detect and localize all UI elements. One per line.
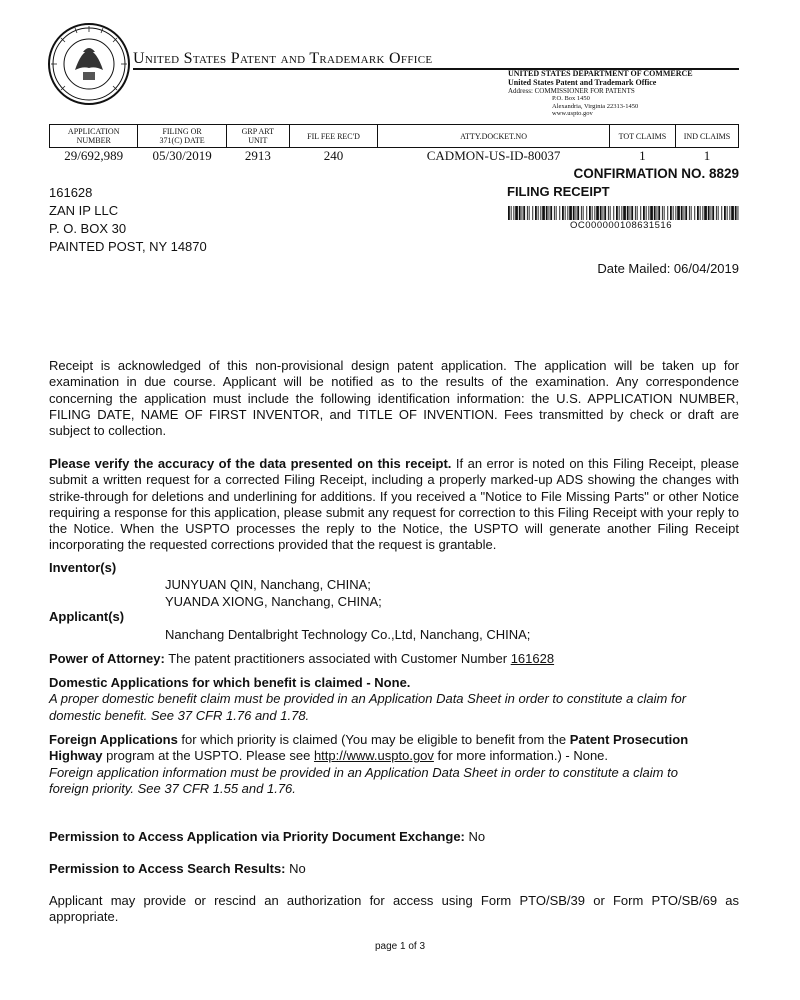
barcode-bar xyxy=(700,206,701,220)
inventors-label: Inventor(s) xyxy=(49,560,117,575)
search-results-permission xyxy=(49,861,306,877)
barcode-bar xyxy=(549,206,550,220)
address-customer-number: 161628 xyxy=(49,185,93,200)
value-ind-claims: 1 xyxy=(703,148,711,163)
header-grp-art-unit: GRP ART UNIT xyxy=(226,125,289,148)
barcode-bar xyxy=(565,206,566,220)
barcode-bar xyxy=(613,206,614,220)
poa-label: Power of Attorney: xyxy=(49,651,165,666)
verify-text: If an error is noted on this Filing Receipt, please submit a written request for a corrected Filing Receipt, including a properly marked-up ADS showing the changes with strike-through for deletions and underlining for additions. If you received a "Notice to File Missing Parts" or other Notice requiring a response for this application, please submit any request for correction to this Filing Receipt with your reply to the Notice. When the USPTO processes the reply to the Notice, the USPTO will generate another Filing Receipt incorporating the requested corrections provided that the request is grantable. xyxy=(49,456,739,553)
barcode-bar xyxy=(631,206,633,220)
table-header-row xyxy=(50,125,739,148)
barcode-bar xyxy=(519,206,521,220)
barcode-bar xyxy=(523,206,525,220)
barcode-bar xyxy=(685,206,687,220)
priority-document-exchange xyxy=(49,829,485,845)
address-prefix: Address: xyxy=(508,87,533,96)
psr-label: Permission to Access Search Results: xyxy=(49,861,286,876)
barcode-bar xyxy=(532,206,533,220)
address-firm: ZAN IP LLC xyxy=(49,203,119,218)
barcode-bar xyxy=(522,206,523,220)
barcode-bar xyxy=(694,206,695,220)
foreign-text-3: for more information.) - None. xyxy=(433,748,609,764)
barcode-bar xyxy=(511,206,512,220)
barcode-bar xyxy=(721,206,722,220)
domestic-note-2: domestic benefit. See 37 CFR 1.76 and 1.78. xyxy=(49,707,310,723)
uspto-link[interactable]: http://www.uspto.gov xyxy=(313,748,434,764)
filing-receipt-title: FILING RECEIPT xyxy=(507,184,610,199)
barcode-bar xyxy=(610,206,611,220)
barcode-bar xyxy=(658,206,660,220)
barcode-bar xyxy=(540,206,541,220)
uspto-seal-icon xyxy=(47,22,131,106)
dept-line-1: UNITED STATES DEPARTMENT OF COMMERCE xyxy=(508,69,693,78)
barcode-bar xyxy=(735,206,737,220)
verify-paragraph xyxy=(49,456,739,554)
domestic-applications xyxy=(49,675,686,724)
inventor-item: JUNYUAN QIN, Nanchang, CHINA; xyxy=(165,577,371,592)
barcode-bar xyxy=(573,206,575,220)
address-line-1: COMMISSIONER FOR PATENTS xyxy=(534,87,635,96)
header-atty-docket: ATTY.DOCKET.NO xyxy=(378,125,610,148)
barcode-bar xyxy=(635,206,636,220)
barcode-bar xyxy=(513,206,514,220)
verify-heading: Please verify the accuracy of the data presented on this receipt. xyxy=(49,456,452,471)
header-filing-date: FILING OR 371(C) DATE xyxy=(138,125,226,148)
barcode-bar xyxy=(691,206,692,220)
page-number: page 1 of 3 xyxy=(374,941,426,952)
barcode-bar xyxy=(697,206,699,220)
barcode-bar xyxy=(681,206,683,220)
barcode-bar xyxy=(581,206,582,220)
dept-line-2: United States Patent and Trademark Office xyxy=(508,77,657,87)
header-ind-claims: IND CLAIMS xyxy=(675,125,738,148)
power-of-attorney xyxy=(49,651,554,667)
pde-value: No xyxy=(464,829,486,844)
barcode-bar xyxy=(689,206,690,220)
barcode-bar xyxy=(621,206,622,220)
foreign-text-1: for which priority is claimed (You may be eligible to benefit from the xyxy=(177,732,570,747)
barcode-bar xyxy=(664,206,665,220)
barcode-bar xyxy=(667,206,668,220)
inventor-item: YUANDA XIONG, Nanchang, CHINA; xyxy=(165,594,382,609)
poa-customer-number-link[interactable]: 161628 xyxy=(510,651,555,666)
barcode-bar xyxy=(630,206,631,220)
barcode-bar xyxy=(675,206,676,220)
department-block xyxy=(508,70,693,118)
address-line-4: www.uspto.gov xyxy=(552,110,593,118)
value-fil-fee: 240 xyxy=(323,148,344,163)
barcode-bar xyxy=(596,206,599,220)
value-application-number: 29/692,989 xyxy=(64,148,124,163)
barcode-bar xyxy=(619,206,620,220)
barcode-bar xyxy=(673,206,674,220)
barcode-bar xyxy=(718,206,719,220)
barcode-bar xyxy=(662,206,663,220)
office-title: United States Patent and Trademark Office xyxy=(133,50,433,67)
barcode-bar xyxy=(604,206,606,220)
barcode-bar xyxy=(677,206,680,220)
address-line-2: P.O. Box 1450 xyxy=(552,95,590,103)
barcode-bar xyxy=(729,206,730,220)
barcode-bar xyxy=(643,206,645,220)
barcode-bar xyxy=(684,206,685,220)
domestic-label: Domestic Applications for which benefit is claimed - None. xyxy=(49,675,411,690)
foreign-label: Foreign Applications xyxy=(49,732,178,747)
barcode-bar xyxy=(616,206,618,220)
barcode-bar xyxy=(592,206,593,220)
psr-value: No xyxy=(285,861,306,876)
address-line-3: Alexandria, Virginia 22313-1450 xyxy=(552,102,639,110)
barcode-bar xyxy=(603,206,604,220)
barcode-bar xyxy=(738,206,739,220)
barcode-bar xyxy=(559,206,560,220)
receipt-paragraph: Receipt is acknowledged of this non-provisional design patent application. The application will be taken up for examination in due course. Applicant will be notified as to the results of the examination. Any correspondence concerning the application must include the following identification information: the U.S. APPLICATION NUMBER, FILING DATE, NAME OF FIRST INVENTOR, and TITLE OF INVENTION. Fees transmitted by check or draft are subject to collection. xyxy=(49,358,739,439)
application-info-table xyxy=(49,124,739,164)
barcode-bar xyxy=(727,206,728,220)
applicants-label: Applicant(s) xyxy=(49,609,125,624)
barcode-bar xyxy=(535,206,537,220)
header-fil-fee: FIL FEE REC'D xyxy=(289,125,377,148)
barcode-number: OC000000108631516 xyxy=(570,220,673,231)
mailing-address xyxy=(49,184,207,256)
barcode-bar xyxy=(529,206,530,220)
barcode-bar xyxy=(577,206,579,220)
barcode-bar xyxy=(554,206,555,220)
barcode-bar xyxy=(708,206,710,220)
barcode-bar xyxy=(702,206,703,220)
inventor-list xyxy=(165,576,382,610)
foreign-note-1: Foreign application information must be provided in an Application Data Sheet in order to constitute a claim to xyxy=(49,764,678,780)
header-tot-claims: TOT CLAIMS xyxy=(609,125,675,148)
barcode-bar xyxy=(550,206,552,220)
barcode-bar xyxy=(515,206,518,220)
barcode-bar xyxy=(623,206,626,220)
pph-label-2: Highway xyxy=(49,748,103,764)
barcode-bar xyxy=(716,206,717,220)
barcode-bar xyxy=(731,206,734,220)
barcode-bar xyxy=(650,206,653,220)
barcode-bar xyxy=(527,206,528,220)
barcode-bar xyxy=(711,206,712,220)
value-grp-art-unit: 2913 xyxy=(244,148,271,163)
barcode-bar xyxy=(508,206,510,220)
barcode-bar xyxy=(704,206,707,220)
barcode-bar xyxy=(583,206,584,220)
barcode-bar xyxy=(586,206,587,220)
barcode-bar xyxy=(594,206,595,220)
barcode-bar xyxy=(569,206,572,220)
table-value-row xyxy=(50,148,739,165)
foreign-applications xyxy=(49,732,688,797)
barcode-bar xyxy=(648,206,649,220)
value-filing-date: 05/30/2019 xyxy=(152,148,212,163)
confirmation-number: CONFIRMATION NO. 8829 xyxy=(573,166,739,181)
barcode-bar xyxy=(538,206,539,220)
value-atty-docket: CADMON-US-ID-80037 xyxy=(426,148,561,163)
address-po-box: P. O. BOX 30 xyxy=(49,221,127,236)
value-tot-claims: 1 xyxy=(639,148,646,163)
dept-address-line-1 xyxy=(508,87,693,95)
pph-label-1: Patent Prosecution xyxy=(569,732,689,747)
barcode-bar xyxy=(654,206,656,220)
barcode-bar xyxy=(637,206,638,220)
barcode-bar xyxy=(589,206,591,220)
barcode-bar xyxy=(546,206,548,220)
barcode-bar xyxy=(600,206,602,220)
barcode-bar xyxy=(646,206,647,220)
barcode-bar xyxy=(562,206,564,220)
barcode-bar xyxy=(712,206,714,220)
foreign-text-2: program at the USPTO. Please see xyxy=(102,748,314,764)
foreign-note-2: foreign priority. See 37 CFR 1.55 and 1.76. xyxy=(49,780,296,796)
barcode-bar xyxy=(627,206,629,220)
barcode-bar xyxy=(724,206,726,220)
barcode-bar xyxy=(657,206,658,220)
barcode-bar xyxy=(670,206,672,220)
address-city: PAINTED POST, NY 14870 xyxy=(49,239,207,254)
barcode-bar xyxy=(640,206,641,220)
applicant-item: Nanchang Dentalbright Technology Co.,Ltd, Nanchang, CHINA; xyxy=(165,627,531,642)
header-application-number: APPLICATION NUMBER xyxy=(50,125,138,148)
barcode-bar xyxy=(542,206,545,220)
barcode-bar xyxy=(567,206,568,220)
domestic-note-1: A proper domestic benefit claim must be provided in an Application Data Sheet in order to constitute a claim for xyxy=(49,691,687,707)
pde-label: Permission to Access Application via Priority Document Exchange: xyxy=(49,829,465,844)
barcode-bar xyxy=(608,206,609,220)
barcode-bar xyxy=(576,206,577,220)
authorization-paragraph: Applicant may provide or rescind an authorization for access using Form PTO/SB/39 or Form PTO/SB/69 as appropriate. xyxy=(49,893,739,925)
poa-text: The patent practitioners associated with Customer Number xyxy=(164,651,511,666)
barcode-bar xyxy=(556,206,557,220)
date-mailed: Date Mailed: 06/04/2019 xyxy=(597,261,739,276)
